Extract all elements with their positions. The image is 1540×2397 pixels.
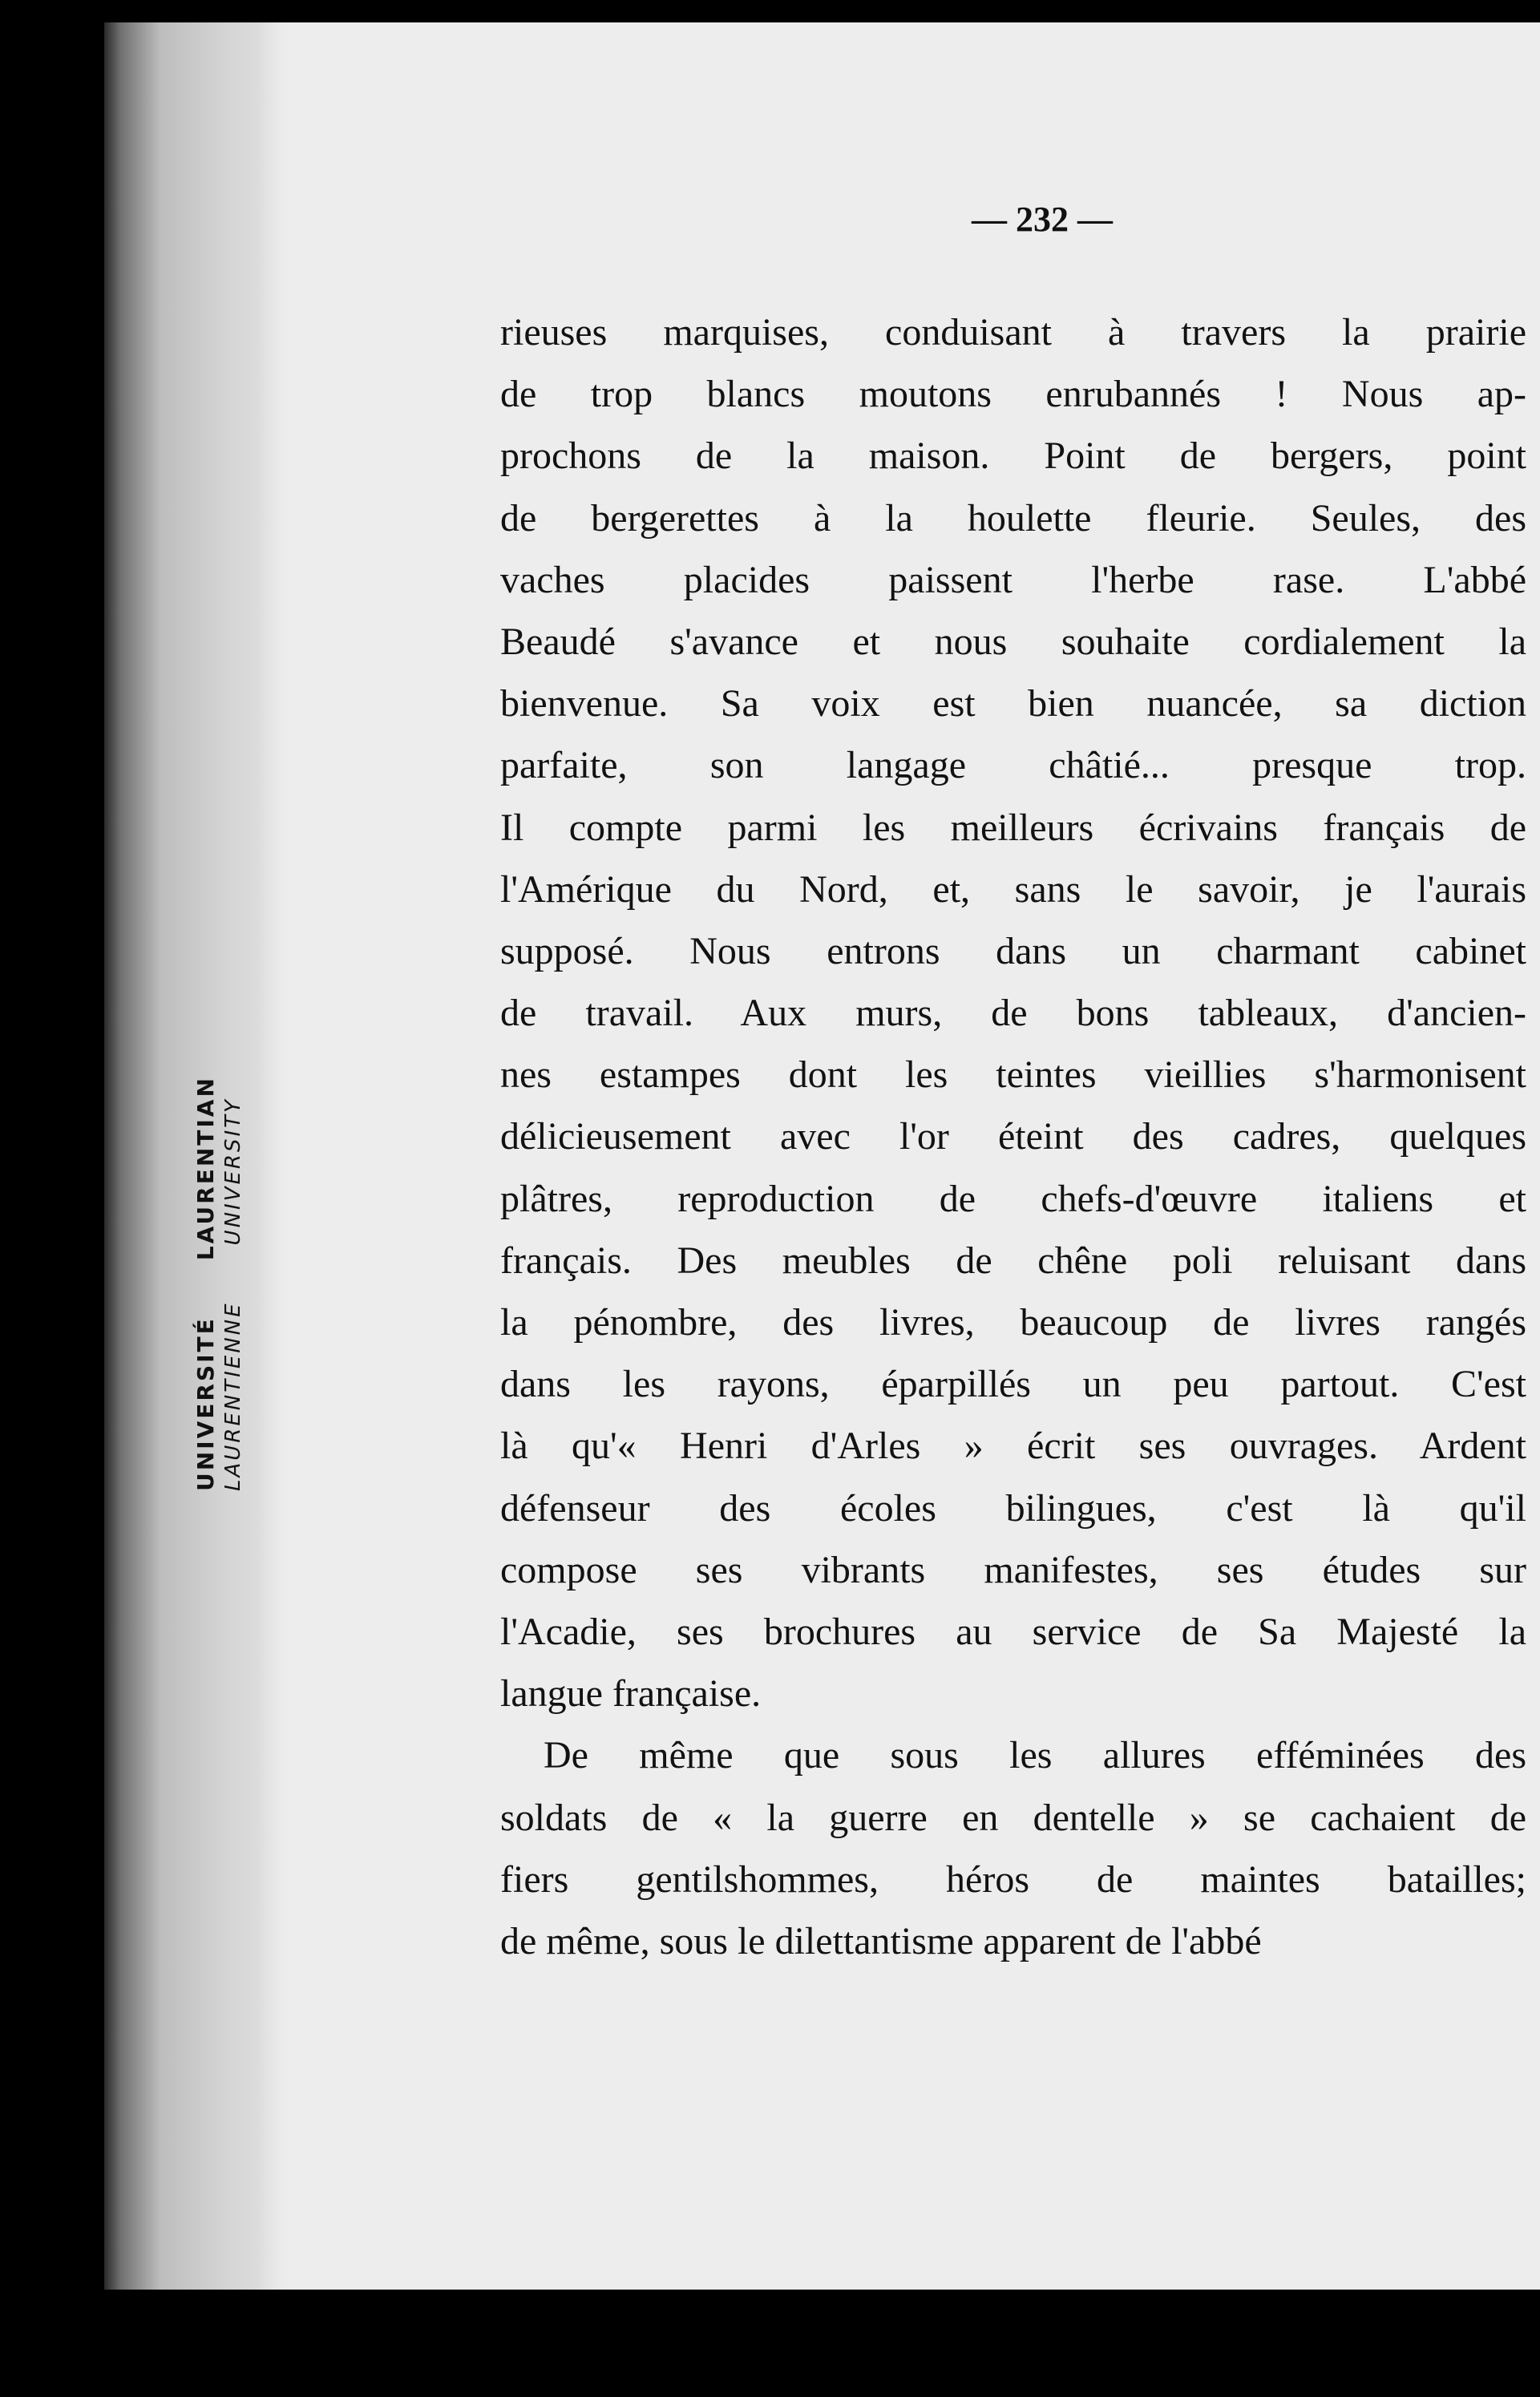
text-line: prochons de la maison. Point de bergers, point <box>500 435 1526 478</box>
text-line: de travail. Aux murs, de bons tableaux, d'ancien- <box>500 992 1526 1035</box>
text-line: bienvenue. Sa voix est bien nuancée, sa diction <box>500 682 1526 726</box>
text-line: de trop blancs moutons enrubannés ! Nous ap- <box>500 373 1526 416</box>
text-line: la pénombre, des livres, beaucoup de livres rangés <box>500 1301 1526 1344</box>
text-line: nes estampes dont les teintes vieillies s'harmonisent <box>500 1053 1526 1097</box>
text-line: l'Amérique du Nord, et, sans le savoir, je l'aurais <box>500 867 1526 911</box>
text-line: de même, sous le dilettantisme apparent de l'abbé <box>500 1919 1262 1962</box>
stamp-row-1 <box>192 1076 220 1491</box>
text-line: vaches placides paissent l'herbe rase. L'abbé <box>500 558 1526 601</box>
text-line: l'Acadie, ses brochures au service de Sa Majesté la <box>500 1610 1526 1653</box>
text-line: dans les rayons, éparpillés un peu partout. C'est <box>500 1363 1526 1406</box>
text-line: soldats de « la guerre en dentelle » se cachaient de <box>500 1796 1526 1839</box>
text-line: Il compte parmi les meilleurs écrivains français de <box>500 806 1526 849</box>
text-line: plâtres, reproduction de chefs-d'œuvre italiens et <box>500 1177 1526 1220</box>
text-line: parfaite, son langage châtié... presque trop. <box>500 744 1526 787</box>
stamp-text-laurentienne: LAURENTIENNE <box>221 1301 245 1491</box>
stamp-text-laurentian: LAURENTIAN <box>192 1076 219 1261</box>
text-line: de bergerettes à la houlette fleurie. Seules, des <box>500 496 1526 540</box>
text-line: langue française. <box>500 1672 762 1716</box>
text-line: compose ses vibrants manifestes, ses études sur <box>500 1548 1526 1591</box>
stamp-text-universite: UNIVERSITÉ <box>192 1316 219 1491</box>
text-line: français. Des meubles de chêne poli reluisant dans <box>500 1239 1526 1282</box>
library-stamp <box>192 1076 247 1491</box>
text-line: fiers gentilshommes, héros de maintes batailles; <box>500 1857 1526 1901</box>
stamp-row-2 <box>220 1076 247 1491</box>
text-line: Beaudé s'avance et nous souhaite cordialement la <box>500 620 1526 663</box>
stamp-text-university: UNIVERSITY <box>221 1097 245 1246</box>
text-line: supposé. Nous entrons dans un charmant cabinet <box>500 929 1526 972</box>
text-line: défenseur des écoles bilingues, c'est là qu'il <box>500 1486 1526 1530</box>
text-line: rieuses marquises, conduisant à travers la prairie <box>500 311 1526 354</box>
text-line: délicieusement avec l'or éteint des cadres, quelques <box>500 1115 1526 1158</box>
page-number: — 232 — <box>972 200 1113 239</box>
text-line: là qu'« Henri d'Arles » écrit ses ouvrages. Ardent <box>500 1425 1526 1468</box>
text-line: De même que sous les allures efféminées des <box>544 1734 1526 1777</box>
body-text <box>500 301 1526 1972</box>
